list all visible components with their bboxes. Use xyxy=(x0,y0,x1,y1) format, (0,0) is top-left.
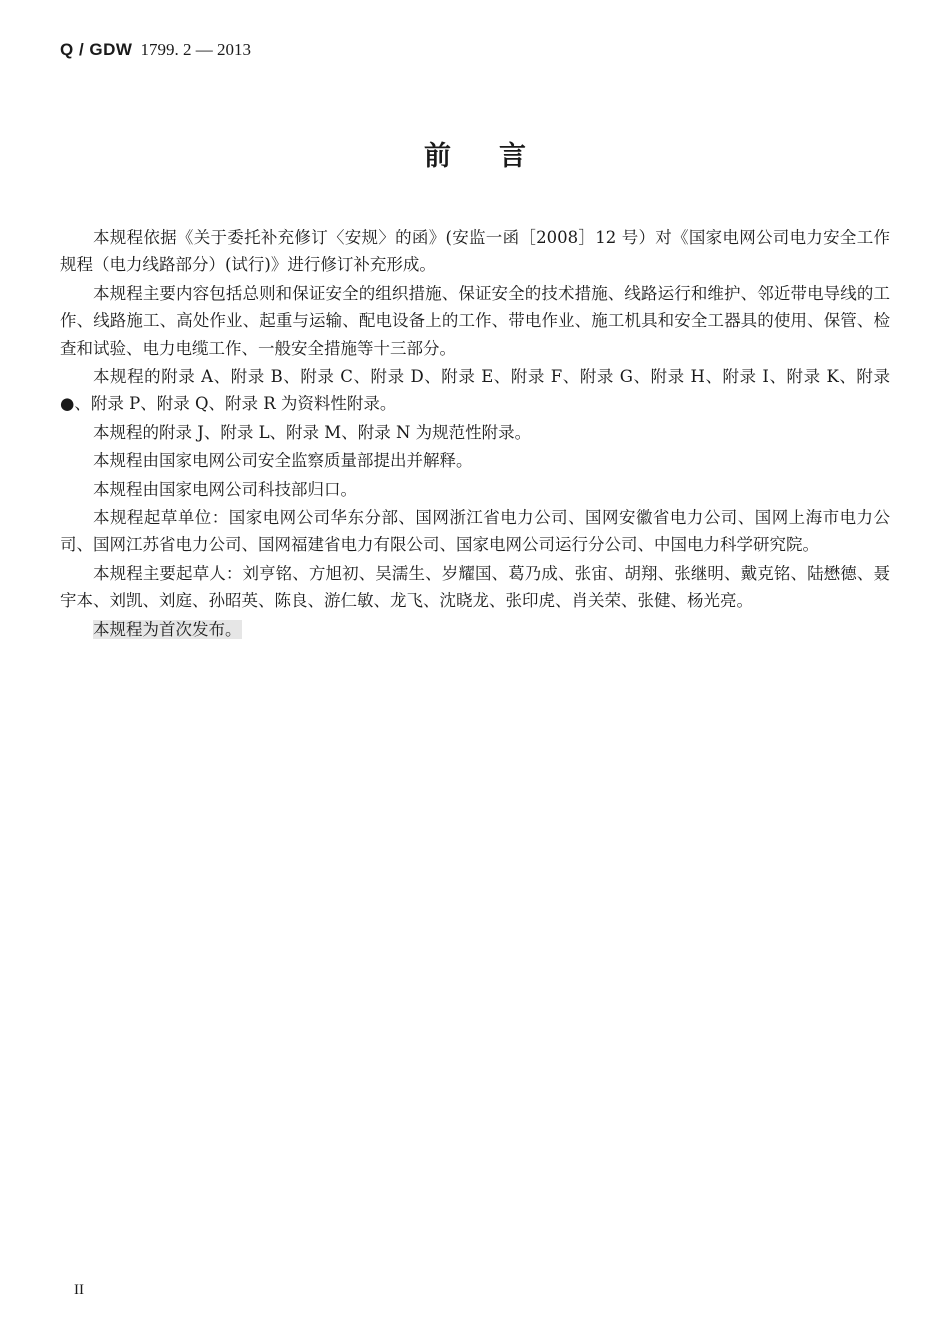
paragraph-drafting-units: 本规程起草单位：国家电网公司华东分部、国网浙江省电力公司、国网安徽省电力公司、国网上海市电力公司、国网江苏省电力公司、国网福建省电力有限公司、国家电网公司运行分公司、中国电力科学研究院。 xyxy=(60,508,890,555)
paragraph-basis: 本规程依据《关于委托补充修订〈安规〉的函》(安监一函［2008］12 号）对《国家电网公司电力安全工作规程（电力线路部分）(试行)》进行修订补充形成。 xyxy=(60,228,890,275)
paragraph-proposer: 本规程由国家电网公司安全监察质量部提出并解释。 xyxy=(93,451,473,471)
paragraph-informative-appendices: 本规程的附录 A、附录 B、附录 C、附录 D、附录 E、附录 F、附录 G、附录 H、附录 I、附录 K、附录 ●、附录 P、附录 Q、附录 R 为资料性附录。 xyxy=(60,367,890,414)
first-release-text: 本规程为首次发布。 xyxy=(93,619,242,639)
paragraph-normative-appendices: 本规程的附录 J、附录 L、附录 M、附录 N 为规范性附录。 xyxy=(93,422,532,442)
paragraph-drafters: 本规程主要起草人：刘亨铭、方旭初、吴濡生、岁耀国、葛乃成、张宙、胡翔、张继明、戴克铭、陆懋德、聂宇本、刘凯、刘庭、孙昭英、陈良、游仁敏、龙飞、沈晓龙、张印虎、肖关荣、张健、杨光亮。 xyxy=(60,563,890,611)
standard-code: Q / GDW xyxy=(60,40,133,59)
foreword-body xyxy=(60,224,890,644)
page-number: II xyxy=(74,1282,84,1298)
page-title: 前言 xyxy=(424,141,574,172)
standard-number: 1799. 2 — 2013 xyxy=(140,40,251,59)
document-header xyxy=(60,40,251,60)
paragraph-centralized-unit: 本规程由国家电网公司科技部归口。 xyxy=(93,479,357,499)
paragraph-main-content: 本规程主要内容包括总则和保证安全的组织措施、保证安全的技术措施、线路运行和维护、邻近带电导线的工作、线路施工、高处作业、起重与运输、配电设备上的工作、带电作业、施工机具和安全工器具的使用、保管、检查和试验、电力电缆工作、一般安全措施等十三部分。 xyxy=(60,283,890,358)
paragraph-first-release xyxy=(60,616,890,643)
